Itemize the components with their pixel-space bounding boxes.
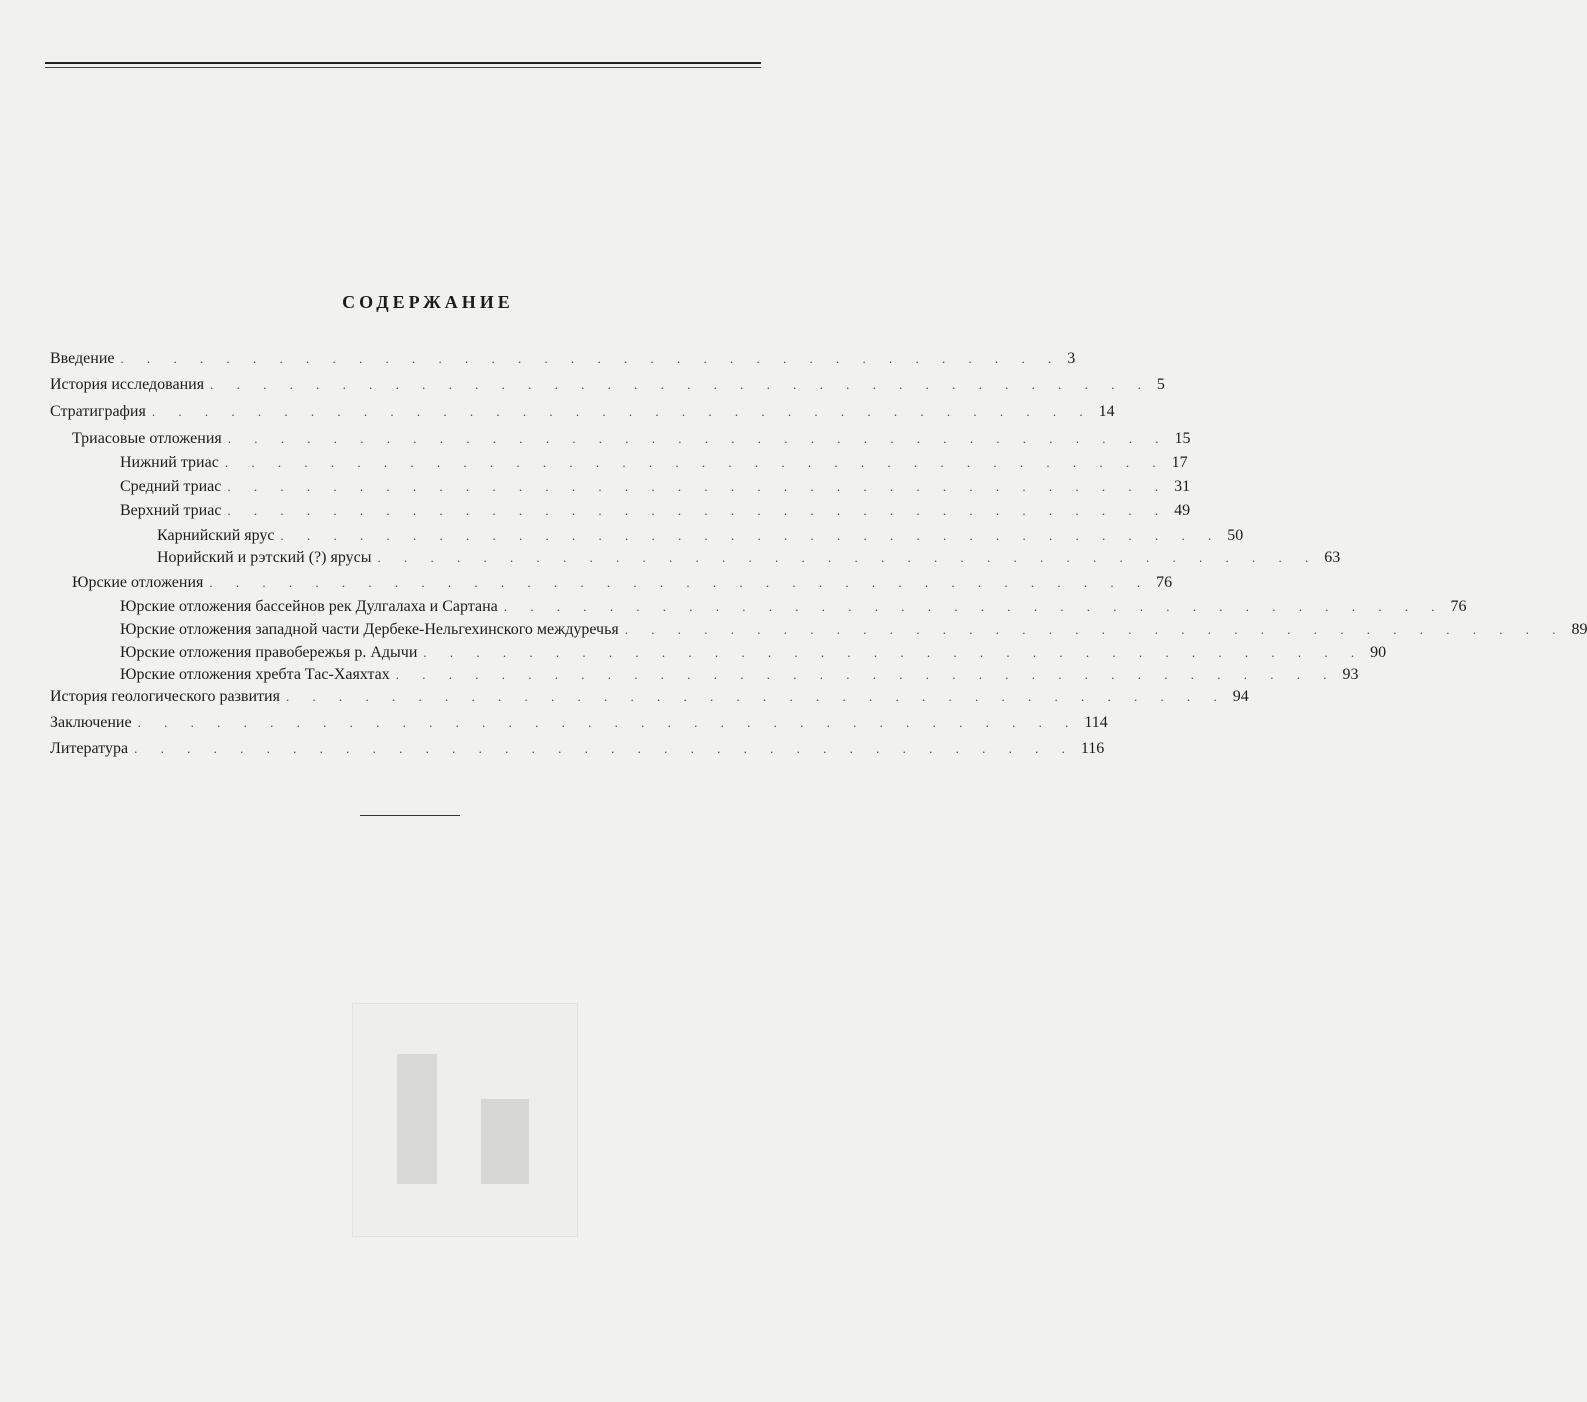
toc-entry: [72, 430, 1191, 452]
toc-leader-dots: . . . . . . . . . . . . . . . . . . . . . . . . . . . . . . . . . . . .: [227, 503, 1169, 518]
toc-entry: [50, 714, 1108, 736]
toc-entry: [120, 454, 1188, 476]
toc-entry-label: История геологического развития: [50, 688, 280, 705]
toc-entry-page: 116: [1080, 740, 1105, 757]
toc-entry-label: Норийский и рэтский (?) ярусы: [157, 549, 372, 566]
toc-leader-dots: . . . . . . . . . . . . . . . . . . . . . . . . . . . . . . . . . . . .: [227, 431, 1169, 446]
toc-leader-dots: . . . . . . . . . . . . . . . . . . . . . . . . . . . . . . . . . . . .: [377, 550, 1319, 565]
contents-title: СОДЕРЖАНИЕ: [342, 292, 514, 312]
toc-entry-label: История исследования: [50, 376, 205, 393]
toc-leader-dots: . . . . . . . . . . . . . . . . . . . . . . . . . . . . . . . . . . . .: [137, 715, 1079, 730]
toc-entry-label: Нижний триас: [120, 454, 219, 471]
toc-entry: [120, 666, 1359, 688]
toc-entry: [120, 598, 1467, 620]
toc-entry: [72, 574, 1173, 596]
toc-leader-dots: . . . . . . . . . . . . . . . . . . . . . . . . . . . . . . . . . . . .: [151, 404, 1093, 419]
toc-leader-dots: . . . . . . . . . . . . . . . . . . . . . . . . . . . . . . . . . . . .: [503, 599, 1445, 614]
toc-entry: [157, 549, 1341, 571]
toc-leader-dots: . . . . . . . . . . . . . . . . . . . . . . . . . . . . . . . . . . . .: [134, 741, 1075, 756]
stamp-mark-left: [397, 1054, 437, 1184]
toc-entry-page: 5: [1156, 376, 1165, 393]
toc-entry: [50, 740, 1105, 762]
toc-leader-dots: . . . . . . . . . . . . . . . . . . . . . . . . . . . . . . . . . . . .: [423, 645, 1365, 660]
toc-entry-page: 76: [1156, 574, 1173, 591]
toc-leader-dots: . . . . . . . . . . . . . . . . . . . . . . . . . . . . . . . . . . . .: [120, 351, 1062, 366]
toc-entry: [50, 403, 1115, 425]
toc-entry-label: Средний триас: [120, 478, 222, 495]
toc-entry-page: 15: [1174, 430, 1191, 447]
toc-entry: [120, 621, 1587, 643]
toc-leader-dots: . . . . . . . . . . . . . . . . . . . . . . . . . . . . . . . . . . . .: [224, 455, 1166, 470]
toc-entry-label: Триасовые отложения: [72, 430, 222, 447]
toc-entry-label: Введение: [50, 350, 115, 367]
toc-leader-dots: . . . . . . . . . . . . . . . . . . . . . . . . . . . . . . . . . . . .: [280, 528, 1222, 543]
top-rule: [45, 62, 761, 64]
toc-entry-page: 3: [1067, 350, 1076, 367]
toc-leader-dots: . . . . . . . . . . . . . . . . . . . . . . . . . . . . . . . . . . . .: [210, 377, 1151, 392]
toc-entry: [120, 478, 1191, 500]
toc-entry-page: 17: [1171, 454, 1188, 471]
toc-entry-page: 76: [1450, 598, 1467, 615]
toc-entry-label: Стратиграфия: [50, 403, 146, 420]
toc-entry-label: Юрские отложения бассейнов рек Дулгалаха и Сартана: [120, 598, 498, 615]
toc-entry-page: 90: [1370, 644, 1387, 661]
stamp-mark-right: [481, 1099, 529, 1184]
toc-leader-dots: . . . . . . . . . . . . . . . . . . . . . . . . . . . . . . . . . . . .: [227, 479, 1169, 494]
toc-entry: [50, 350, 1076, 372]
toc-entry-page: 50: [1227, 527, 1244, 544]
toc-entry: [50, 376, 1165, 398]
bottom-rule: [360, 815, 460, 816]
toc-leader-dots: . . . . . . . . . . . . . . . . . . . . . . . . . . . . . . . . . . . .: [395, 667, 1337, 682]
toc-entry: [120, 502, 1191, 524]
toc-entry: [120, 644, 1387, 666]
toc-entry: [157, 527, 1244, 549]
top-rule-thin: [45, 67, 761, 68]
toc-entry: [50, 688, 1249, 710]
toc-entry-label: Карнийский ярус: [157, 527, 275, 544]
toc-entry-page: 114: [1084, 714, 1108, 731]
toc-entry-page: 89: [1571, 621, 1587, 638]
toc-entry-page: 63: [1324, 549, 1341, 566]
toc-entry-label: Юрские отложения западной части Дербеке-Нельгехинского междуречья: [120, 621, 619, 638]
toc-entry-label: Юрские отложения хребта Тас-Хаяхтах: [120, 666, 390, 683]
toc-entry-label: Юрские отложения правобережья р. Адычи: [120, 644, 418, 661]
toc-entry-label: Юрские отложения: [72, 574, 204, 591]
toc-entry-page: 14: [1098, 403, 1115, 420]
toc-entry-page: 31: [1174, 478, 1191, 495]
toc-leader-dots: . . . . . . . . . . . . . . . . . . . . . . . . . . . . . . . . . . . .: [285, 689, 1227, 704]
toc-entry-label: Литература: [50, 740, 129, 757]
toc-entry-page: 94: [1232, 688, 1249, 705]
toc-entry-page: 93: [1342, 666, 1359, 683]
bleed-through-stamp: [352, 1003, 578, 1237]
toc-leader-dots: . . . . . . . . . . . . . . . . . . . . . . . . . . . . . . . . . . . .: [624, 622, 1566, 637]
toc-entry-label: Верхний триас: [120, 502, 222, 519]
toc-leader-dots: . . . . . . . . . . . . . . . . . . . . . . . . . . . . . . . . . . . .: [209, 575, 1151, 590]
toc-entry-label: Заключение: [50, 714, 132, 731]
toc-entry-page: 49: [1174, 502, 1191, 519]
